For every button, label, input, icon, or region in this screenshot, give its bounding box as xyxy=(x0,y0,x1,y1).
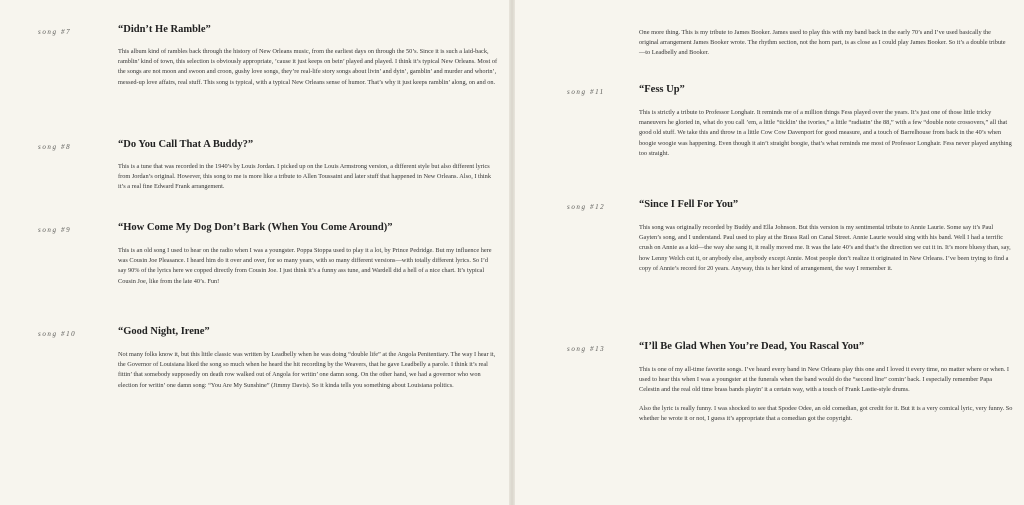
song-notes-paragraph: Not many folks know it, but this little classic was written by Leadbelly when he was doing “double life” at the Angola Penitentiary. The way I hear it, the Governor of Louisiana liked the song so much when he heard the hit recording by the Weavers, that he gave Leadbelly a parole. I think it’s real fittin’ that somebody supposedly on death row walked out of Angola for writin’ one damn song. On the other hand, we had a governor who won election for writin’ one damn song: “You Are My Sunshine” (Jimmy Davis). So it kinda tells you something about Louisiana politics. xyxy=(118,351,496,389)
song-notes xyxy=(639,108,1013,167)
song-title: “Do You Call That A Buddy?” xyxy=(118,139,254,150)
song-entry-9 xyxy=(0,222,511,321)
song-notes-paragraph: One more thing. This is my tribute to James Booker. James used to play this with my band back in the early 70’s and I’ve used basically the original arrangement James Booker wrote. The rhythm section, not the horn part, is as close as I could play James Booker. So it’s a double tribute—to Leadbelly and Booker. xyxy=(639,29,1006,57)
song-number-label: song #7 xyxy=(38,28,72,36)
song-number-label: song #13 xyxy=(567,345,606,353)
song-notes xyxy=(118,47,498,96)
song-title: “Didn’t He Ramble” xyxy=(118,24,211,35)
song-entry-10 xyxy=(0,326,511,440)
song-title: “How Come My Dog Don’t Bark (When You Come Around)” xyxy=(118,222,393,233)
song-entry-10-continued xyxy=(513,28,1024,78)
song-title: “Fess Up” xyxy=(639,84,685,95)
song-entry-7 xyxy=(0,24,511,138)
song-number-label: song #10 xyxy=(38,330,77,338)
song-notes xyxy=(118,162,498,201)
song-notes-paragraph: Also the lyric is really funny. I was shocked to see that Spodee Odee, an old comedian, got credit for it. But it is a very comical lyric, very funny. So whether he wrote it or not, I guess it’s appropriate that a comedian got the copyright. xyxy=(639,404,1013,422)
song-notes xyxy=(118,350,496,399)
song-notes-paragraph: This is one of my all-time favorite songs. I’ve heard every band in New Orleans play this one and I loved it every time, no matter where or when. I used to hear this when I was a youngster at the funerals when the band would do the “second line” comin’ back. I especially remember Papa Celestin and the real old time brass bands playin’ it a certain way, with a touch of Frank Lastie-style drums. xyxy=(639,366,1010,394)
song-notes xyxy=(639,365,1013,432)
song-number-label: song #11 xyxy=(567,88,605,96)
song-entry-13 xyxy=(513,341,1024,500)
song-title: “Since I Fell For You” xyxy=(639,199,739,210)
song-entry-11 xyxy=(513,84,1024,193)
song-entry-8 xyxy=(0,139,511,223)
song-notes-paragraph: This song was originally recorded by Buddy and Ella Johnson. But this version is my sentimental tribute to Annie Laurie. Some say it’s Paul Gayten’s song, and I understand. Paul used to play at the Brass Rail on Canal Street. Annie Laurie would sing with his band. Well I had a terrific crush on Annie as a kid—the way she sang it, it really moved me. It was the late 40’s and that’s the direction we cut it in. It’s more bluesy than, say, how Lenny Welch cut it, or anybody else, anybody except Annie. Most people don’t realize it originated in New Orleans. I’ve been trying to find a copy of Annie’s record for 20 years. Anyway, this is her kind of arrangement, the way I remember it. xyxy=(639,224,1011,272)
song-entry-12 xyxy=(513,199,1024,323)
song-notes-paragraph: This is strictly a tribute to Professor Longhair. It reminds me of a million things Fess played over the years. It’s just one of those little tricky maneuvers he gloried in, what do you call ’em, a little “ticklin’ the ivories,” a little “radiatin’ the 88,” with a few “double note crossovers,” all that good old stuff. We take this and throw in a little Cow Cow Davenport for good measure, and a touch of Barrelhouse from back in the 40’s when boogie woogie was happening. Even though it ain’t straight boogie, that’s what reminds me most of Professor Longhair. Fess never played anything too straight. xyxy=(639,109,1012,157)
song-number-label: song #9 xyxy=(38,226,72,234)
song-number-label: song #8 xyxy=(38,143,72,151)
song-title: “I’ll Be Glad When You’re Dead, You Rascal You” xyxy=(639,341,865,352)
song-notes xyxy=(118,246,498,295)
song-notes xyxy=(639,28,1011,67)
song-title: “Good Night, Irene” xyxy=(118,326,210,337)
song-notes-paragraph: This is an old song I used to hear on the radio when I was a youngster. Poppa Stoppa used to play it a lot, by Prince Pedridge. But my influence here was Cousin Joe Pleasance. I heard him do it over and over, for so many years, with so many different versions—with totally different lyrics. So I’d say 90% of the lyrics here we copped directly from Cousin Joe. I just think it’s a funny ass tune, and Wardell did a hell of a nice chart. It’s typical Cousin Joe, like from the late 40’s. Fun! xyxy=(118,247,492,285)
song-notes-paragraph: This album kind of rambles back through the history of New Orleans music, from the earliest days on through the 50’s. Since it is such a laid-back, ramblin’ kind of town, this selection is obviously appropriate, ’cause it just keeps on bein’ played and played. I think it’s typical New Orleans. Most of the songs are not moon and swoon and croon, gushy love songs, they’re real-life story songs about livin’ and dyin’, gamblin’ and murder and whorin’, messed-up love affairs, real stuff. This song is typical, with a typical New Orleans sense of humor. That’s why it just keeps ramblin’ along, on and on. xyxy=(118,48,498,86)
song-number-label: song #12 xyxy=(567,203,606,211)
song-notes-paragraph: This is a tune that was recorded in the 1940’s by Louis Jordan. I picked up on the Louis Armstrong version, a different style but also different lyrics from Jordan’s original. However, this song to me is more like a tribute to Allen Toussaint and later stuff that happened in New Orleans. Also, I think it’s a real fine Edward Frank arrangement. xyxy=(118,163,491,191)
song-notes xyxy=(639,223,1013,282)
